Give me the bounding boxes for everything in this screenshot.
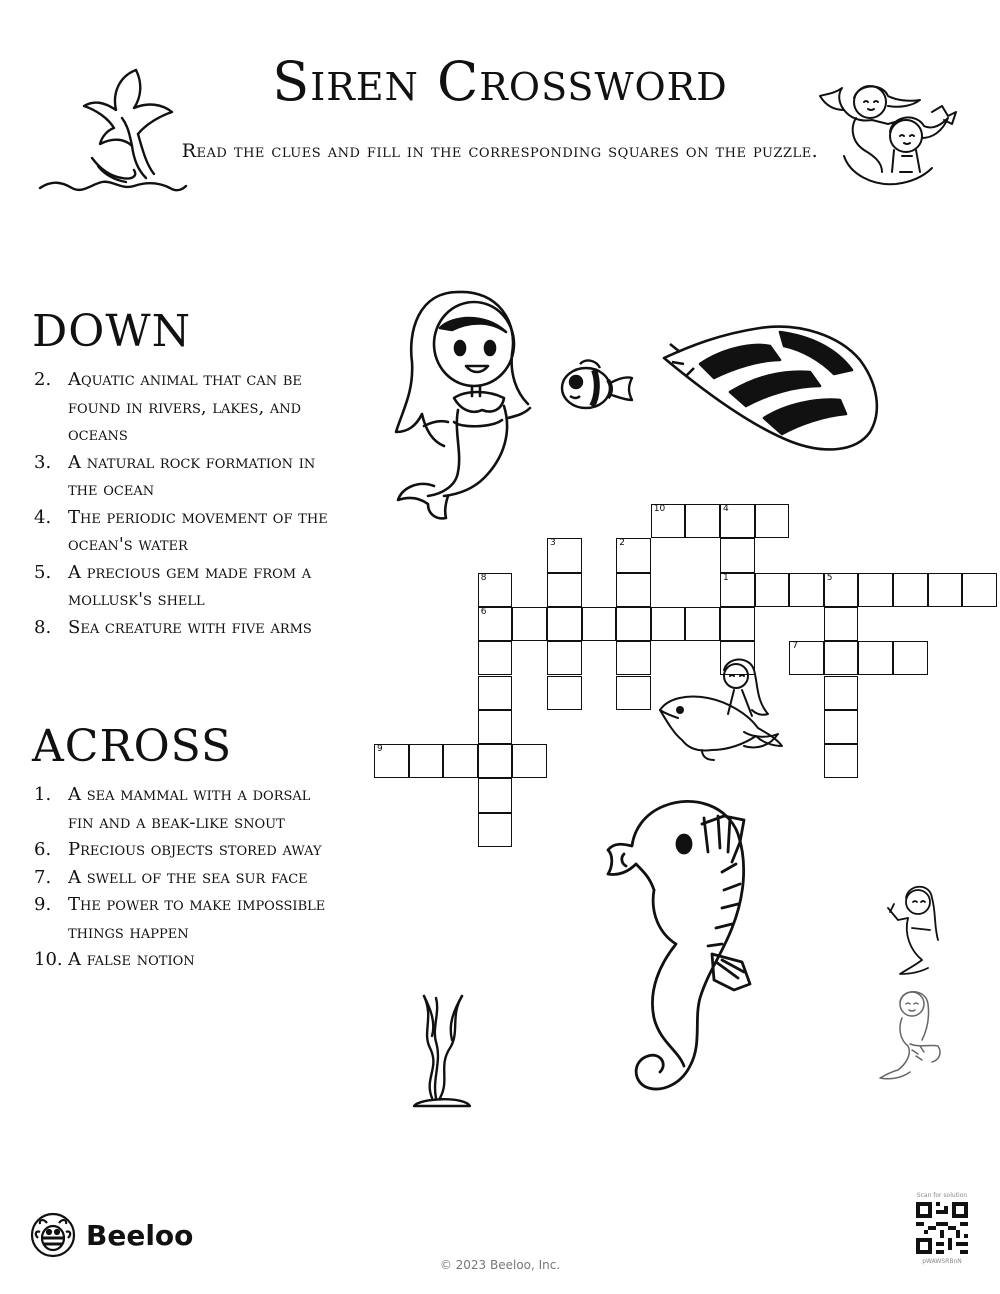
across-clue: 9. The power to make impossible things happen xyxy=(34,894,326,943)
crossword-cell[interactable] xyxy=(478,607,513,641)
clownfish-icon xyxy=(556,356,636,418)
across-clues xyxy=(32,721,332,974)
crossword-cell[interactable] xyxy=(651,607,686,641)
crossword-cell[interactable] xyxy=(478,710,513,744)
crossword-cell[interactable] xyxy=(409,744,444,778)
crossword-cell[interactable] xyxy=(616,607,651,641)
crossword-cell[interactable] xyxy=(685,504,720,538)
crossword-cell[interactable] xyxy=(582,607,617,641)
crossword-cell[interactable] xyxy=(547,676,582,710)
crossword-cell[interactable] xyxy=(512,607,547,641)
clue-number: 6 xyxy=(480,606,487,617)
crossword-cell[interactable] xyxy=(720,607,755,641)
crossword-cell[interactable] xyxy=(616,538,651,572)
crossword-cell[interactable] xyxy=(547,641,582,675)
mermaids-pair-icon xyxy=(816,76,966,192)
crossword-cell[interactable] xyxy=(824,573,859,607)
clue-number: 4 xyxy=(723,504,729,514)
crossword-cell[interactable] xyxy=(616,676,651,710)
seahorse-icon xyxy=(604,794,774,1110)
crossword-cell[interactable] xyxy=(616,641,651,675)
crossword-cell[interactable] xyxy=(374,744,409,778)
qr-code-icon[interactable] xyxy=(916,1202,968,1254)
clue-number: 2 xyxy=(619,538,625,549)
small-mermaid-icon xyxy=(884,880,944,976)
down-heading: DOWN xyxy=(32,306,192,357)
clue-number: 7 xyxy=(792,641,798,652)
crossword-cell[interactable] xyxy=(616,573,651,607)
crossword-cell[interactable] xyxy=(720,573,755,607)
across-clue: 10. A false notion xyxy=(34,949,195,970)
qr-code-text: pWAWSRBnN xyxy=(922,1258,962,1265)
crossword-cell[interactable] xyxy=(928,573,963,607)
page-title: Siren Crossword xyxy=(272,50,728,113)
down-clue: 2. Aquatic animal that can be found in rivers, lakes, and oceans xyxy=(34,369,302,445)
crossword-cell[interactable] xyxy=(789,641,824,675)
across-clue: 6. Precious objects stored away xyxy=(34,839,322,860)
crossword-cell[interactable] xyxy=(478,813,513,847)
crossword-cell[interactable] xyxy=(478,641,513,675)
crossword-cell[interactable] xyxy=(443,744,478,778)
crossword-cell[interactable] xyxy=(720,538,755,572)
crossword-cell[interactable] xyxy=(478,778,513,812)
crossword-cell[interactable] xyxy=(755,504,790,538)
across-clue: 1. A sea mammal with a dorsal fin and a beak-like snout xyxy=(34,784,311,833)
crossword-cell[interactable] xyxy=(547,607,582,641)
down-clue: 8. Sea creature with five arms xyxy=(34,616,312,638)
crossword-cell[interactable] xyxy=(512,744,547,778)
clue-number: 3 xyxy=(550,538,556,549)
crossword-cell[interactable] xyxy=(651,504,686,538)
seashell-icon xyxy=(660,320,884,456)
page-subtitle: Read the clues and fill in the corresponding squares on the puzzle. xyxy=(181,140,819,162)
clue-number: 8 xyxy=(480,572,487,583)
down-clue: 3. A natural rock formation in the ocean xyxy=(34,451,316,500)
crossword-cell[interactable] xyxy=(858,573,893,607)
crossword-cell[interactable] xyxy=(893,573,928,607)
mermaid-tail-icon xyxy=(38,66,188,194)
crossword-cell[interactable] xyxy=(824,710,859,744)
crossword-cell[interactable] xyxy=(547,573,582,607)
clue-number: 10 xyxy=(653,504,666,514)
crossword-cell[interactable] xyxy=(858,641,893,675)
crossword-cell[interactable] xyxy=(824,607,859,641)
seaweed-icon xyxy=(410,988,474,1112)
down-clue: 5. A precious gem made from a mollusk's shell xyxy=(34,561,312,610)
crossword-cell[interactable] xyxy=(824,641,859,675)
crossword-cell[interactable] xyxy=(755,573,790,607)
across-clue: 7. A swell of the sea sur face xyxy=(34,866,308,888)
crossword-cell[interactable] xyxy=(478,676,513,710)
brand-logo[interactable] xyxy=(30,1212,193,1258)
crossword-cell[interactable] xyxy=(893,641,928,675)
down-clue: 4. The periodic movement of the ocean's water xyxy=(34,506,328,555)
qr-caption: Scan for solution xyxy=(916,1192,968,1199)
copyright: © 2023 Beeloo, Inc. xyxy=(439,1258,561,1272)
crossword-cell[interactable] xyxy=(824,676,859,710)
crossword-cell[interactable] xyxy=(685,607,720,641)
crossword-cell[interactable] xyxy=(720,504,755,538)
clue-number: 9 xyxy=(377,744,383,755)
clue-number: 5 xyxy=(826,572,833,583)
crossword-cell[interactable] xyxy=(547,538,582,572)
mermaid-icon xyxy=(388,282,558,522)
crossword-cell[interactable] xyxy=(478,573,513,607)
crossword-cell[interactable] xyxy=(789,573,824,607)
crossword-cell[interactable] xyxy=(478,744,513,778)
crossword-cell[interactable] xyxy=(962,573,997,607)
brand-name: Beeloo xyxy=(86,1218,194,1252)
bee-logo-icon xyxy=(30,1212,76,1258)
clue-number: 1 xyxy=(723,572,729,583)
dolphin-mermaid-icon xyxy=(658,654,786,764)
small-mermaid-icon xyxy=(876,984,948,1080)
down-clues xyxy=(32,306,332,641)
crossword-cell[interactable] xyxy=(824,744,859,778)
across-heading: ACROSS xyxy=(32,721,233,772)
